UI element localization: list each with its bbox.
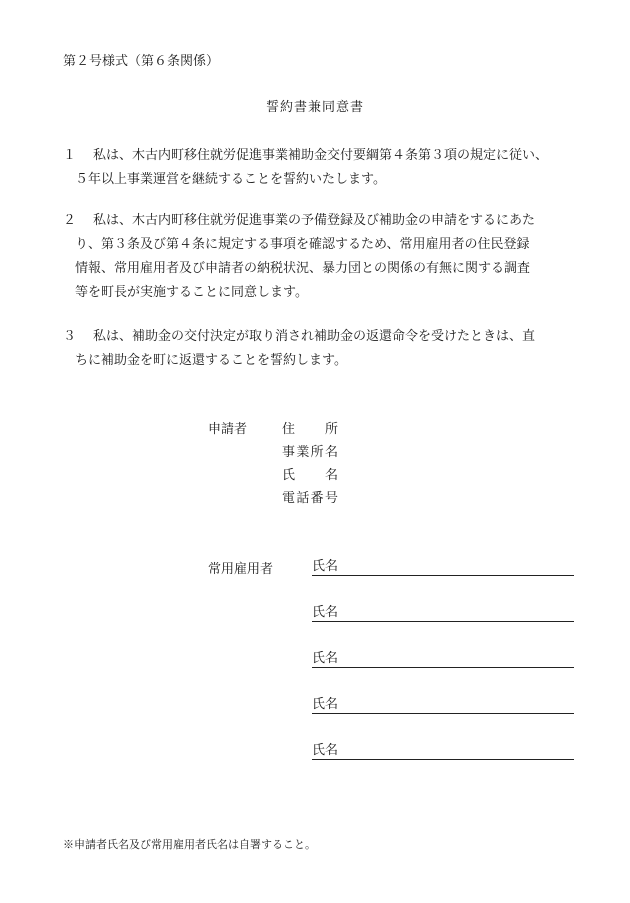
clause-line: 私は、補助金の交付決定が取り消され補助金の返還命令を受けたときは、直 [93,329,536,344]
clause-2 [63,209,593,305]
clause-line: 私は、木古内町移住就労促進事業の予備登録及び補助金の申請をするにあた [93,213,536,228]
employee-name-label: 氏名 [312,697,339,712]
clause-line: 情報、常用雇用者及び申請者の納税状況、暴力団との関係の有無に関する調査 [75,261,531,276]
applicant-fields [282,418,338,510]
clause-1 [63,144,593,192]
clause-line: 私は、木古内町移住就労促進事業補助金交付要綱第４条第３項の規定に従い、 [93,148,549,163]
employee-name-line-3[interactable] [312,647,574,668]
form-number-label: 第２号様式（第６条関係） [63,54,220,69]
employee-name-line-4[interactable] [312,693,574,714]
employee-name-line-1[interactable] [312,555,574,576]
office-name-field-label: 事業所名 [282,445,338,460]
phone-field-label: 電話番号 [282,491,338,506]
clause-line: ５年以上事業運営を継続することを誓約いたします。 [75,172,386,187]
clause-number: １ [63,148,77,163]
employee-name-label: 氏名 [312,605,339,620]
employee-name-label: 氏名 [312,651,339,666]
document-title: 誓約書兼同意書 [265,100,364,115]
clause-line: 等を町長が実施することに同意します。 [75,285,308,300]
clause-line: ちに補助金を町に返還することを誓約します。 [75,353,347,368]
address-field-label: 住所 [282,422,338,437]
employee-name-line-2[interactable] [312,601,574,622]
employee-name-label: 氏名 [312,743,339,758]
applicant-label: 申請者 [208,422,248,437]
clause-number: ３ [63,329,77,344]
footnote: ※申請者氏名及び常用雇用者氏名は自署すること。 [63,838,316,851]
clause-line: り、第３条及び第４条に規定する事項を確認するため、常用雇用者の住民登録 [75,237,530,252]
clause-3 [63,325,593,373]
employee-label: 常用雇用者 [208,562,274,577]
name-field-label: 氏名 [282,468,338,483]
employee-name-label: 氏名 [312,559,339,574]
clause-number: ２ [63,213,77,228]
employee-name-line-5[interactable] [312,739,574,760]
